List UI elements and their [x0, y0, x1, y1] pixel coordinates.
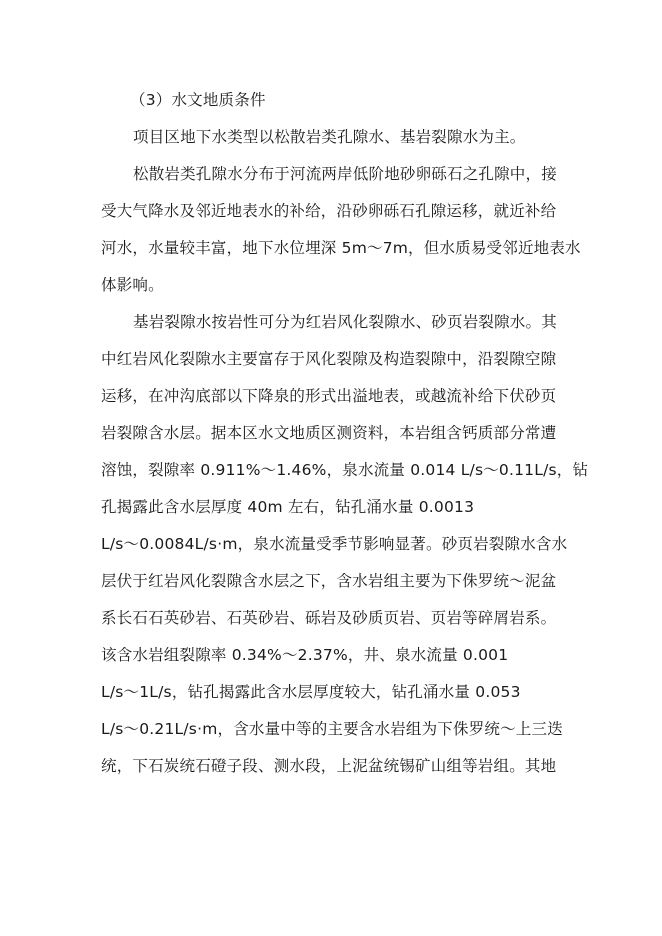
text-line: 溶蚀，裂隙率 0.911%～1.46%，泉水流量 0.014 L/s～0.11L/s，钻 — [101, 461, 589, 479]
text-line: 系长石石英砂岩、石英砂岩、砾岩及砂质页岩、页岩等碎屑岩系。 — [101, 609, 557, 627]
text-line: L/s～1L/s，钻孔揭露此含水层厚度较大，钻孔涌水量 0.053 — [101, 683, 521, 701]
text-line: 该含水岩组裂隙率 0.34%～2.37%，井、泉水流量 0.001 — [101, 646, 509, 664]
text-line: 基岩裂隙水按岩性可分为红岩风化裂隙水、砂页岩裂隙水。其 — [133, 313, 557, 331]
text-line: 层伏于红岩风化裂隙含水层之下，含水岩组主要为下侏罗统～泥盆 — [101, 572, 557, 590]
section-heading: （3）水文地质条件 — [130, 91, 266, 109]
text-line: 河水，水量较丰富，地下水位埋深 5m～7m，但水质易受邻近地表水 — [101, 239, 581, 257]
text-line: 中红岩风化裂隙水主要富存于风化裂隙及构造裂隙中，沿裂隙空隙 — [101, 350, 557, 368]
text-line: 岩裂隙含水层。据本区水文地质区测资料，本岩组含钙质部分常遭 — [101, 424, 557, 442]
text-line: 松散岩类孔隙水分布于河流两岸低阶地砂卵砾石之孔隙中，接 — [133, 165, 557, 183]
text-line: 统，下石炭统石磴子段、测水段，上泥盆统锡矿山组等岩组。其地 — [101, 757, 557, 775]
text-line: L/s～0.0084L/s·m，泉水流量受季节影响显著。砂页岩裂隙水含水 — [101, 535, 568, 553]
text-line: 项目区地下水类型以松散岩类孔隙水、基岩裂隙水为主。 — [133, 128, 526, 146]
text-line: L/s～0.21L/s·m，含水量中等的主要含水岩组为下侏罗统～上三迭 — [101, 720, 563, 738]
text-line: 体影响。 — [101, 276, 164, 294]
text-line: 受大气降水及邻近地表水的补给，沿砂卵砾石孔隙运移，就近补给 — [101, 202, 557, 220]
text-line: 孔揭露此含水层厚度 40m 左右，钻孔涌水量 0.0013 — [101, 498, 475, 516]
text-line: 运移，在冲沟底部以下降泉的形式出溢地表，或越流补给下伏砂页 — [101, 387, 557, 405]
